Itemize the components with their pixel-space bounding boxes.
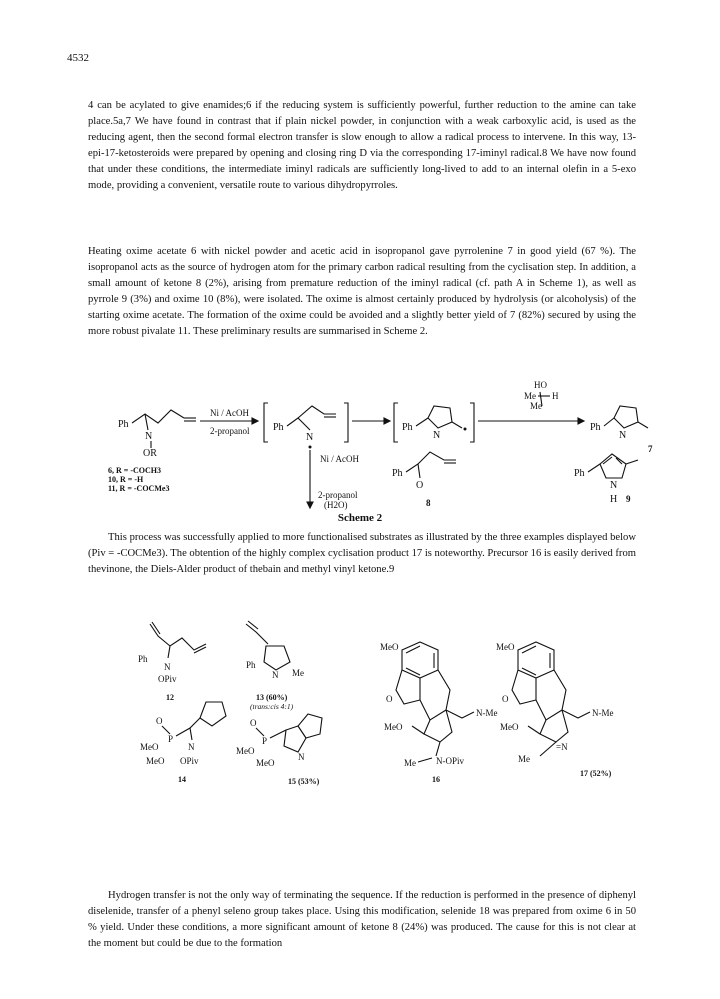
label-compound-9: 9 (626, 494, 631, 504)
compound-16-structure (380, 642, 498, 768)
svg-text:N: N (188, 742, 195, 752)
svg-text:N: N (619, 430, 627, 441)
label-compound-10: 10, R = -H (108, 475, 144, 484)
svg-text:O: O (416, 480, 424, 491)
svg-text:Me: Me (292, 668, 304, 678)
page-number: 4532 (67, 52, 89, 64)
svg-text:Ph: Ph (574, 468, 585, 479)
svg-text:Ph: Ph (273, 422, 284, 433)
compound-13-structure (246, 621, 304, 680)
svg-text:OPiv: OPiv (158, 674, 177, 684)
svg-text:Ph: Ph (402, 422, 413, 433)
svg-text:N-OPiv: N-OPiv (436, 756, 465, 766)
svg-text:MeO: MeO (256, 758, 275, 768)
svg-text:N: N (433, 430, 441, 441)
svg-text:Ph: Ph (138, 654, 148, 664)
svg-text:O: O (386, 694, 393, 704)
atom-or: OR (143, 448, 157, 459)
svg-text:Ph: Ph (246, 660, 256, 670)
svg-text:P: P (168, 734, 174, 744)
svg-text:=N: =N (556, 742, 568, 752)
svg-text:MeO: MeO (380, 642, 399, 652)
examples-figure (0, 610, 720, 792)
water-note: (H2O) (324, 500, 348, 510)
svg-text:OPiv: OPiv (180, 756, 199, 766)
label-compound-13-ratio: (trans:cis 4:1) (250, 702, 294, 711)
svg-text:Me: Me (404, 758, 416, 768)
svg-text:MeO: MeO (384, 722, 403, 732)
label-compound-12: 12 (166, 693, 174, 702)
reagent-bottom: Ni / AcOH (320, 454, 359, 464)
paragraph-examples: This process was successfully applied to more functionalised substrates as illustrated by the three examples displayed below (Piv = -COCMe3). The obtention of the highly complex cyclisation product 17 is noteworthy. Precursor 16 is easily derived from thevinone, the Diels-Alder product of thebain and methyl vinyl ketone.9 (88, 532, 636, 576)
donor-me: Me (524, 391, 536, 401)
atom-n: N (145, 431, 153, 442)
label-compound-8: 8 (426, 498, 431, 508)
paragraph-oxime-acetate: Heating oxime acetate 6 with nickel powder and acetic acid in isopropanol gave pyrrolenine 7 in good yield (67 %). The isopropanol acts as the source of hydrogen atom for the primary carbon radical resulting from the cyclisation step. In addition, a small amount of ketone 8 (2%), arising from premature reduction of the iminyl radical (cf. path A in Scheme 1), as well as pyrrole 9 (3%) and oxime 10 (8%), were isolated. The oxime is almost certainly produced by hydrolysis (or alcoholysis) of the starting oxime acetate. The formation of the oxime could be avoided and a slightly better yield of 7 (82%) secured by using the more robust pivalate 11. These preliminary results are summarised in Scheme 2. (88, 246, 636, 338)
compound-12-structure (138, 622, 206, 684)
donor-h: H (552, 391, 559, 401)
oxime-ester-structure (118, 410, 196, 459)
svg-text:N: N (164, 662, 171, 672)
svg-text:O: O (502, 694, 509, 704)
svg-text:N-Me: N-Me (592, 708, 614, 718)
svg-text:P: P (262, 736, 268, 746)
svg-text:H: H (610, 494, 618, 505)
label-compound-13: 13 (60%) (256, 693, 288, 702)
compound-17-structure (496, 642, 614, 764)
svg-text:N-Me: N-Me (476, 708, 498, 718)
reagent-top: Ni / AcOH (210, 408, 249, 418)
svg-text:O: O (250, 718, 257, 728)
donor-me-2: Me (530, 401, 542, 411)
svg-text:N: N (306, 432, 314, 443)
svg-text:Ph: Ph (590, 422, 601, 433)
paragraph-intro: 4 can be acylated to give enamides;6 if the reducing system is sufficiently powerful, further reduction to the amine can take place.5a,7 We have found in contrast that if plain nickel powder, in conjunction with a weak carboxylic acid, is used as the reducing agent, then the second formal electron transfer is slow enough to allow a radical process to intervene. In this way, 13-epi-17-ketosteroids were prepared by opening and closing ring D via the corresponding 17-iminyl radical.8 We have now found that under these conditions, the intermediate iminyl radicals are sufficiently long-lived to add to an internal olefin in a 5-exo mode, providing a convenient, versatile route to various dihydropyrroles. (88, 100, 636, 192)
scheme-title: Scheme 2 (337, 512, 383, 524)
solvent-bottom: 2-propanol (318, 490, 358, 500)
atom-ph: Ph (118, 419, 129, 430)
svg-text:N: N (298, 752, 305, 762)
svg-text:N: N (272, 670, 279, 680)
solvent-top: 2-propanol (210, 426, 250, 436)
svg-text:N: N (610, 480, 618, 491)
svg-text:MeO: MeO (146, 756, 165, 766)
label-compound-14: 14 (178, 775, 186, 784)
svg-text:Me: Me (518, 754, 530, 764)
label-compound-7: 7 (648, 444, 653, 454)
paragraph-selenide: Hydrogen transfer is not the only way of terminating the sequence. If the reduction is performed in the presence of diphenyl diselenide, transfer of a phenyl seleno group takes place. Using this modification, selenide 18 was prepared from oxime 6 in 50 % yield. Under these conditions, a more significant amount of ketone 8 (24%) was produced. The cause for this is not clear at the moment but could be due to the formation (88, 890, 636, 950)
label-compound-16: 16 (432, 775, 440, 784)
scheme-2-figure (0, 380, 720, 512)
svg-text:O: O (156, 716, 163, 726)
svg-text:MeO: MeO (500, 722, 519, 732)
label-compound-6: 6, R = -COCH3 (108, 466, 161, 475)
donor-ho: HO (534, 380, 547, 390)
svg-text:MeO: MeO (236, 746, 255, 756)
svg-text:MeO: MeO (140, 742, 159, 752)
label-compound-17: 17 (52%) (580, 769, 612, 778)
svg-text:MeO: MeO (496, 642, 515, 652)
compound-15-structure (236, 714, 322, 768)
svg-text:Ph: Ph (392, 468, 403, 479)
label-compound-15: 15 (53%) (288, 777, 320, 786)
label-compound-11: 11, R = -COCMe3 (108, 484, 170, 493)
compound-14-structure (140, 702, 226, 766)
